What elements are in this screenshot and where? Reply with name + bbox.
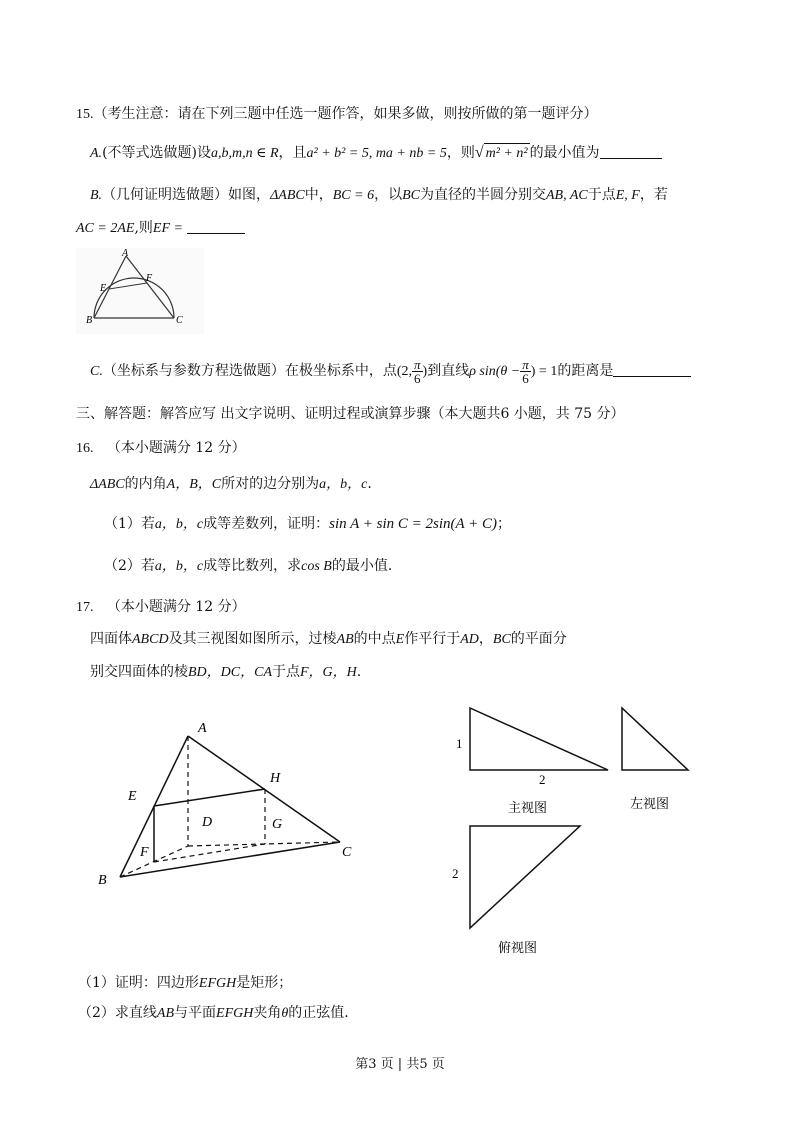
figure-bg bbox=[76, 248, 204, 334]
q15-number: 15. bbox=[76, 107, 94, 122]
label-h: H bbox=[270, 771, 281, 786]
q15b-text-2: 中， bbox=[304, 187, 333, 203]
q17-l1-c: 的中点 bbox=[353, 631, 396, 647]
q17-line-1 bbox=[90, 629, 567, 650]
q15b-text-1: （几何证明选做题）如图， bbox=[102, 187, 271, 203]
q16-header bbox=[76, 438, 246, 459]
q15c-point-open: (2, bbox=[396, 364, 413, 379]
q17-l2-end: . bbox=[356, 664, 362, 680]
label-f: F bbox=[146, 273, 153, 284]
q15a-text-3: ，则 bbox=[446, 145, 475, 161]
label-b: B bbox=[86, 315, 93, 326]
q16-p1-text: 成等差数列，证明： bbox=[203, 516, 330, 532]
q15c-line bbox=[90, 356, 691, 387]
side-view-caption: 左视图 bbox=[630, 796, 670, 811]
q15b-abac: AB, AC bbox=[545, 188, 588, 203]
q16-p2-label: （2）若 bbox=[104, 558, 155, 574]
q16-p1-formula: sin A + sin C = 2sin(A + C) bbox=[329, 516, 498, 532]
label-a: A bbox=[198, 721, 207, 736]
q15b-text-3: ，以 bbox=[374, 187, 403, 203]
q17-part-1 bbox=[78, 973, 292, 994]
q15b-then: ,则 bbox=[134, 220, 153, 236]
edge-fg bbox=[154, 844, 265, 862]
q15c-line-post: ) = 1 bbox=[530, 364, 558, 379]
three-views-figure bbox=[440, 700, 700, 962]
q16-intro bbox=[90, 474, 372, 495]
top-view bbox=[470, 826, 580, 928]
q15a-sqrt-expr: m² + n² bbox=[484, 143, 530, 164]
q17-p2-theta: θ bbox=[281, 1006, 289, 1021]
front-width-label: 2 bbox=[539, 772, 546, 787]
q16-p2-vars: a，b，c bbox=[154, 559, 204, 574]
q15c-label: C. bbox=[90, 364, 103, 379]
q16-p1-vars: a，b，c bbox=[154, 517, 204, 532]
q16-p1-label: （1）若 bbox=[104, 516, 155, 532]
q17-p1-efgh: EFGH bbox=[198, 976, 237, 991]
q17-p2-text-2: 夹角 bbox=[253, 1005, 282, 1021]
q15c-point-fraction bbox=[412, 358, 423, 385]
q17-l1-ab: AB bbox=[336, 632, 354, 647]
top-height-label: 2 bbox=[452, 866, 459, 881]
label-g: G bbox=[272, 817, 283, 832]
q15b-ef: E, F bbox=[615, 188, 640, 203]
page-footer: 第3 页 | 共5 页 bbox=[355, 1057, 445, 1072]
q15b-ef-eq: EF = bbox=[152, 221, 183, 236]
q15b-answer-blank bbox=[187, 219, 245, 234]
q17-p2-efgh: EFGH bbox=[216, 1006, 254, 1021]
q15b-condition: AC = 2AE bbox=[76, 221, 135, 236]
q15c-text-1: （坐标系与参数方程选做题）在极坐标系中，点 bbox=[102, 363, 397, 379]
front-height-label: 1 bbox=[456, 736, 463, 751]
q15b-triangle: ΔABC bbox=[270, 188, 305, 203]
q17-line-2 bbox=[90, 662, 361, 683]
q15a-set: a,b,m,n ∈ R bbox=[211, 146, 279, 161]
q17-l1-abcd: ABCD bbox=[132, 632, 169, 647]
edge-bc bbox=[120, 842, 340, 877]
q16-sides: a，b，c bbox=[319, 477, 368, 492]
q15b-text-4: 为直径的半圆分别交 bbox=[419, 187, 546, 203]
frac-den: 6 bbox=[522, 370, 529, 386]
q15b-text-6: ，若 bbox=[639, 187, 668, 203]
sqrt-sign: √ bbox=[474, 144, 484, 161]
q16-p2-end: 的最小值. bbox=[331, 558, 393, 574]
q15b-text-5: 于点 bbox=[587, 187, 616, 203]
q17-p1-end: 是矩形； bbox=[236, 975, 293, 991]
q17-part-2 bbox=[78, 1003, 349, 1024]
q17-p2-label: （2）求直线 bbox=[78, 1005, 157, 1021]
q16-intro-text-2: 所对的边分别为 bbox=[221, 476, 320, 492]
q15a-text-2: ，且 bbox=[278, 145, 307, 161]
q17-l1-e: E bbox=[395, 632, 405, 647]
q15a-condition: a² + b² = 5, ma + nb = 5 bbox=[306, 146, 447, 161]
q17-p2-ab: AB bbox=[156, 1006, 175, 1021]
q17-p2-text: 与平面 bbox=[174, 1005, 217, 1021]
label-f: F bbox=[140, 845, 149, 860]
front-view bbox=[470, 708, 608, 770]
q15c-point-close: ) bbox=[422, 364, 428, 379]
q15c-text-3: 的距离是 bbox=[557, 363, 614, 379]
q17-l1-b: 及其三视图如图所示，过棱 bbox=[168, 631, 337, 647]
label-c: C bbox=[176, 315, 183, 326]
q17-score: （本小题满分 12 分） bbox=[106, 599, 246, 615]
q16-part-2 bbox=[104, 556, 392, 577]
edge-eh bbox=[154, 789, 265, 806]
q17-l1-d: 作平行于 bbox=[404, 631, 461, 647]
q17-l1-bc: BC bbox=[492, 632, 511, 647]
q15b-bc2: BC bbox=[402, 188, 420, 203]
q16-part-1 bbox=[104, 514, 511, 535]
q16-p2-formula: cos B bbox=[301, 559, 332, 574]
q15b-line-1 bbox=[90, 185, 668, 206]
q15-header bbox=[76, 104, 598, 125]
label-a: A bbox=[122, 248, 129, 259]
q16-number: 16. bbox=[76, 441, 94, 456]
q17-p1-label: （1）证明：四边形 bbox=[78, 975, 199, 991]
q15c-text-2: 到直线 bbox=[427, 363, 470, 379]
q17-header bbox=[76, 597, 246, 618]
q17-l1-f: 的平面分 bbox=[510, 631, 567, 647]
label-e: E bbox=[128, 789, 137, 804]
q15b-bc: BC = 6 bbox=[332, 188, 375, 203]
q15c-line-fraction bbox=[520, 358, 531, 385]
q15-note: （考生注意：请在下列三题中任选一题作答，如果多做，则按所做的第一题评分） bbox=[93, 106, 598, 122]
q15a-line bbox=[90, 143, 662, 164]
q15b-figure bbox=[76, 248, 204, 334]
q17-l2-edges: BD，DC，CA bbox=[188, 665, 272, 680]
q16-angles: A，B，C bbox=[166, 477, 222, 492]
q15c-answer-blank bbox=[613, 362, 691, 377]
front-view-caption: 主视图 bbox=[508, 800, 548, 815]
frac-den: 6 bbox=[414, 370, 421, 386]
q15a-text-4: 的最小值为 bbox=[529, 145, 600, 161]
q16-triangle: ΔABC bbox=[90, 477, 125, 492]
q16-p1-end: ； bbox=[497, 516, 512, 532]
q15a-label: A. bbox=[90, 146, 103, 161]
q17-l2-points: F，G，H bbox=[300, 665, 357, 680]
q17-l1-a: 四面体 bbox=[90, 631, 132, 647]
q17-l2-a: 别交四面体的棱 bbox=[90, 664, 188, 680]
section-3-title: 三、解答题：解答应写 出文字说明、证明过程或演算步骤（本大题共6 小题，共 75 分） bbox=[76, 406, 625, 422]
q16-score: （本小题满分 12 分） bbox=[106, 440, 246, 456]
q16-p2-text: 成等比数列，求 bbox=[203, 558, 302, 574]
q15a-text-1: (不等式选做题)设 bbox=[102, 145, 211, 161]
q17-l2-b: 于点 bbox=[272, 664, 300, 680]
label-c: C bbox=[342, 845, 352, 860]
q17-number: 17. bbox=[76, 600, 94, 615]
label-b: B bbox=[98, 873, 107, 888]
q17-p2-end: 的正弦值. bbox=[288, 1005, 349, 1021]
q17-l1-comma: ， bbox=[478, 631, 493, 647]
q15b-line-2 bbox=[76, 218, 245, 239]
tetrahedron-figure bbox=[90, 712, 380, 888]
side-view bbox=[622, 708, 688, 770]
q15a-answer-blank bbox=[600, 144, 662, 159]
q16-intro-end: . bbox=[367, 476, 372, 492]
q15c-line-pre: ρ sin(θ − bbox=[469, 364, 521, 379]
q16-intro-text: 的内角 bbox=[124, 476, 167, 492]
q17-l1-ad: AD bbox=[460, 632, 479, 647]
top-view-caption: 俯视图 bbox=[498, 940, 538, 955]
label-d: D bbox=[202, 815, 213, 830]
frac-num: π bbox=[522, 356, 529, 372]
frac-num: π bbox=[414, 356, 421, 372]
label-e: E bbox=[100, 283, 107, 294]
q15b-label: B. bbox=[90, 188, 103, 203]
